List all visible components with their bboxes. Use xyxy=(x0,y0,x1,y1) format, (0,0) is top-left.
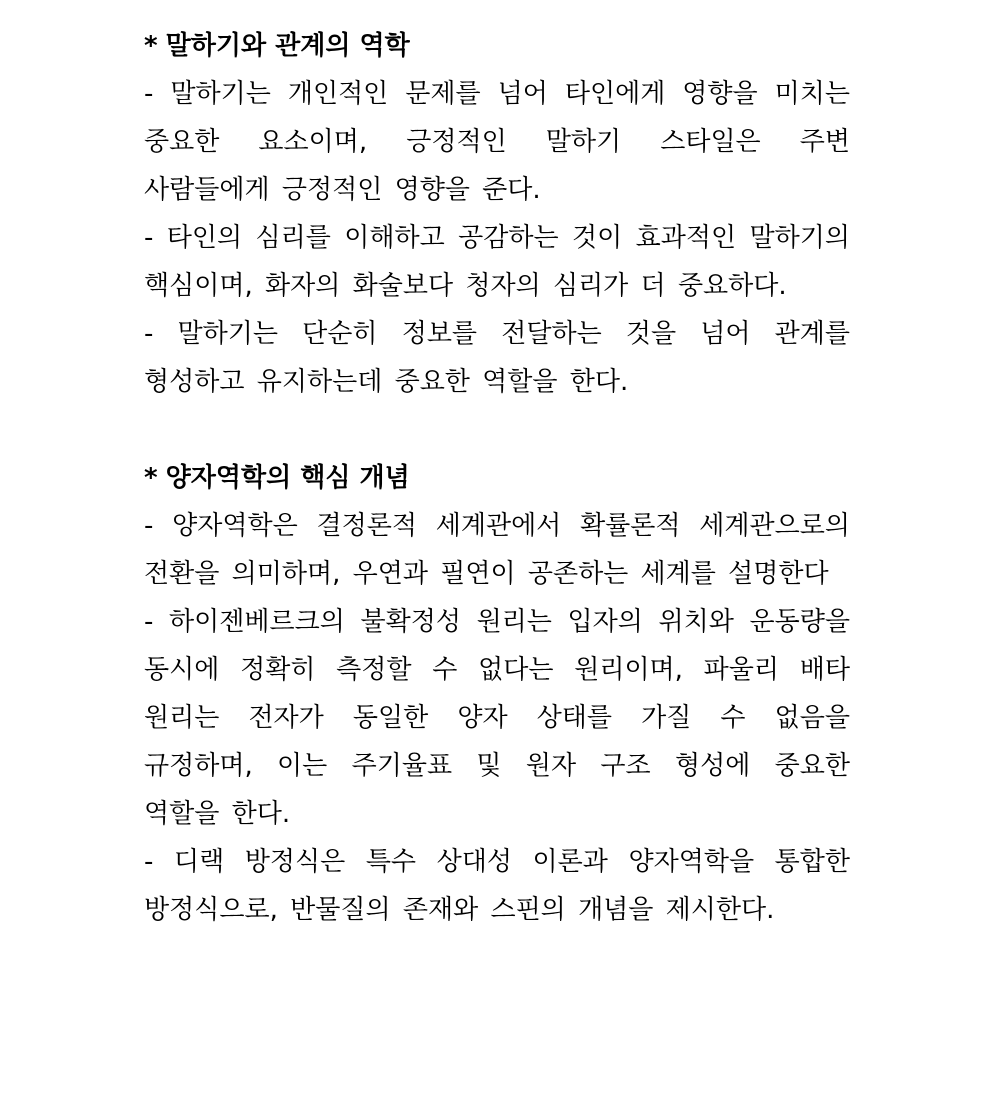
bullet-point: - 말하기는 개인적인 문제를 넘어 타인에게 영향을 미치는 중요한 요소이며, 긍정적인 말하기 스타일은 주변 사람들에게 긍정적인 영향을 준다. xyxy=(144,79,850,205)
heading-text: 양자역학의 핵심 개념 xyxy=(165,463,410,493)
section-quantum-mechanics xyxy=(144,454,850,934)
document-body xyxy=(144,22,850,934)
heading-marker: * xyxy=(144,463,158,493)
bullet-point: - 말하기는 단순히 정보를 전달하는 것을 넘어 관계를 형성하고 유지하는데 중요한 역할을 한다. xyxy=(144,319,850,397)
bullet-point: - 양자역학은 결정론적 세계관에서 확률론적 세계관으로의 전환을 의미하며, 우연과 필연이 공존하는 세계를 설명한다 xyxy=(144,511,850,589)
heading-marker: * xyxy=(144,31,158,61)
section-speaking-relationships xyxy=(144,22,850,406)
section-heading xyxy=(144,454,850,502)
section-spacer xyxy=(144,406,850,454)
bullet-point: - 디랙 방정식은 특수 상대성 이론과 양자역학을 통합한 방정식으로, 반물질의 존재와 스핀의 개념을 제시한다. xyxy=(144,847,850,925)
bullet-point: - 하이젠베르크의 불확정성 원리는 입자의 위치와 운동량을 동시에 정확히 측정할 수 없다는 원리이며, 파울리 배타 원리는 전자가 동일한 양자 상태를 가질 수 없음을 규정하며, 이는 주기율표 및 원자 구조 형성에 중요한 역할을 한다. xyxy=(144,607,850,829)
bullet-point: - 타인의 심리를 이해하고 공감하는 것이 효과적인 말하기의 핵심이며, 화자의 화술보다 청자의 심리가 더 중요하다. xyxy=(144,223,850,301)
section-heading xyxy=(144,22,850,70)
heading-text: 말하기와 관계의 역학 xyxy=(165,31,410,61)
